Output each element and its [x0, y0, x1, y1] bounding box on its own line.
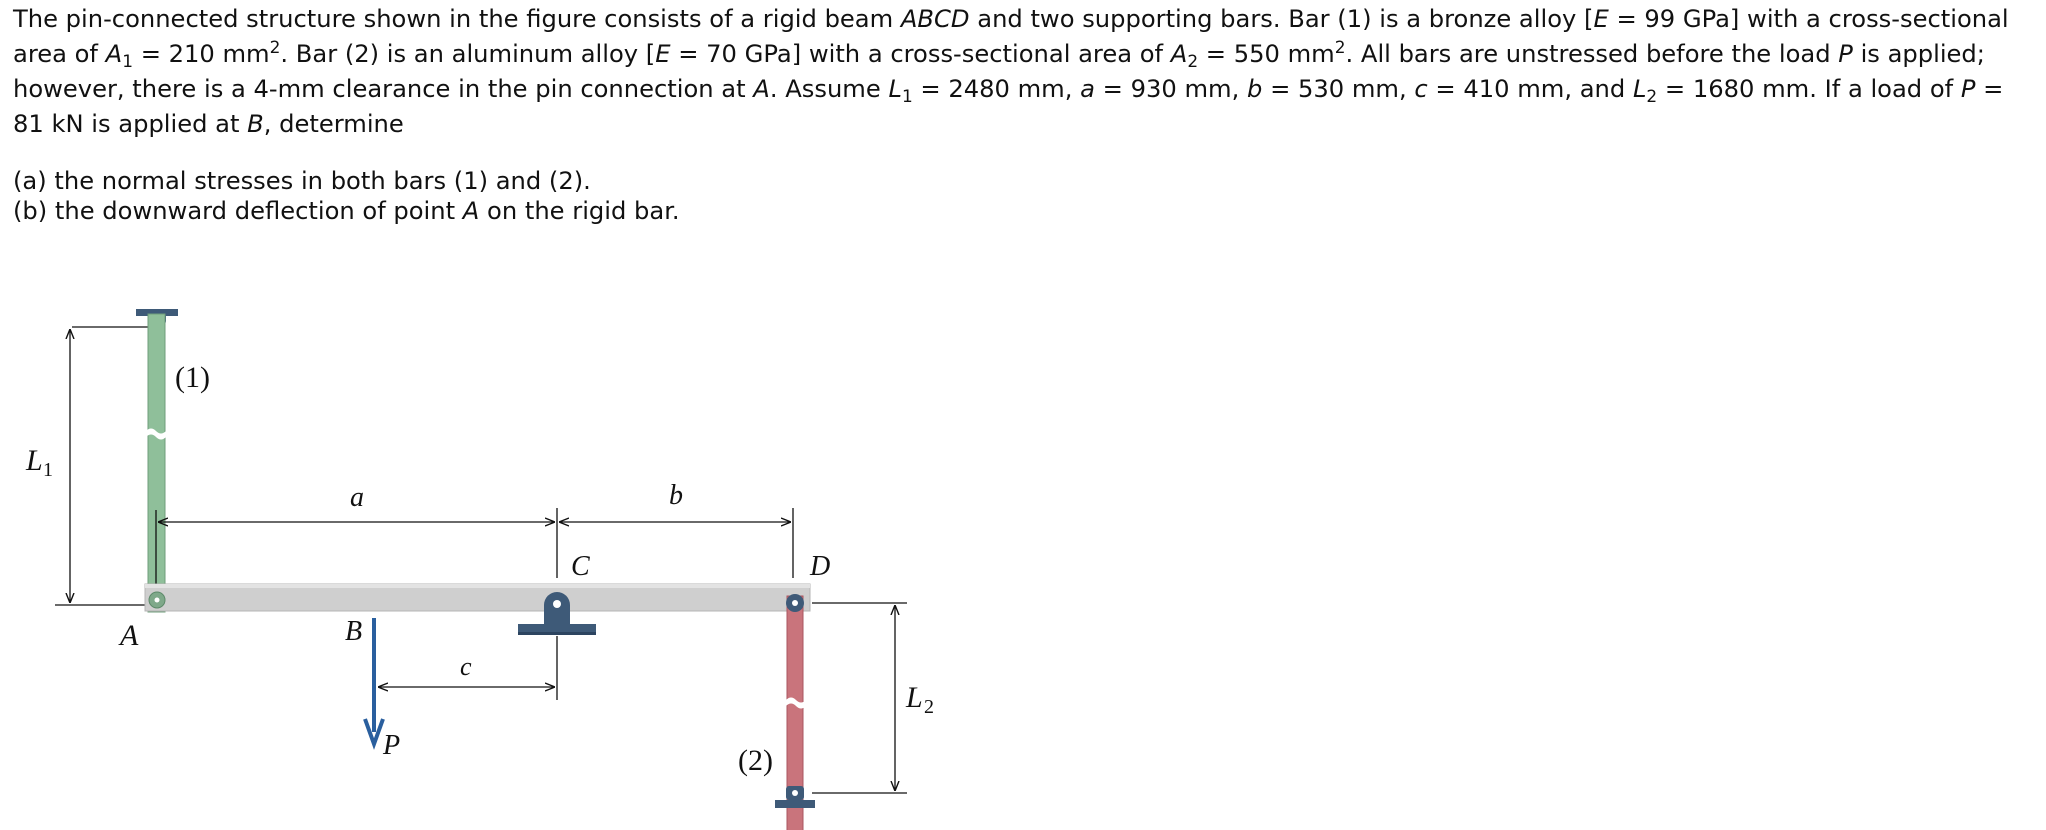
- figure-svg: [0, 300, 960, 830]
- pin-A: [149, 592, 165, 608]
- part-a: (a) the normal stresses in both bars (1) and (2).: [13, 167, 591, 195]
- bar2-bottom-support: [775, 786, 815, 808]
- dimension-L1: [25, 327, 148, 605]
- label-L2: L: [906, 681, 923, 714]
- label-point-C: C: [571, 551, 590, 582]
- label-a: a: [350, 482, 364, 513]
- problem-paragraph: The pin-connected structure shown in the figure consists of a rigid beam ABCD and two supporting bars. Bar (1) is a bronze alloy [E = 99 GPa] with a cross-sectional area of $A_1 = 210$ $mm^2$. Bar (2) is an aluminum alloy [E = 70 GPa] with a cross-sectional area of $A_2 = 550$ $mm^2$. All bars are unstressed before the load P is applied; however, there is a 4-mm clearance in the pin connection at A. Assume $L_1 = 2480$ mm, a = 930 mm, b = 530 mm, c = 410 mm, and $L_2 = 1680$ mm. If a load of P = 81 kN is applied at B, determine: [13, 5, 2009, 138]
- label-c: c: [460, 652, 472, 681]
- dimension-L2: [812, 603, 934, 793]
- label-bar1: (1): [175, 361, 210, 394]
- part-b: (b) the downward deflection of point A on the rigid bar.: [13, 197, 680, 225]
- label-point-B: B: [345, 616, 363, 647]
- label-P: P: [383, 730, 401, 761]
- label-b: b: [669, 480, 683, 511]
- load-P: [365, 618, 400, 761]
- label-point-A: A: [120, 619, 139, 652]
- label-bar2: (2): [738, 744, 773, 777]
- label-point-D: D: [810, 551, 831, 582]
- structure-figure: [0, 300, 960, 830]
- question-parts: [13, 166, 2038, 226]
- label-L1: L: [26, 444, 43, 477]
- dimension-c: [378, 636, 557, 700]
- dimension-a-b: [156, 480, 793, 600]
- problem-statement: [13, 2, 2038, 226]
- label-L1-sub: 1: [43, 459, 53, 481]
- label-L2-sub: 2: [924, 696, 934, 718]
- rigid-beam: [145, 584, 810, 611]
